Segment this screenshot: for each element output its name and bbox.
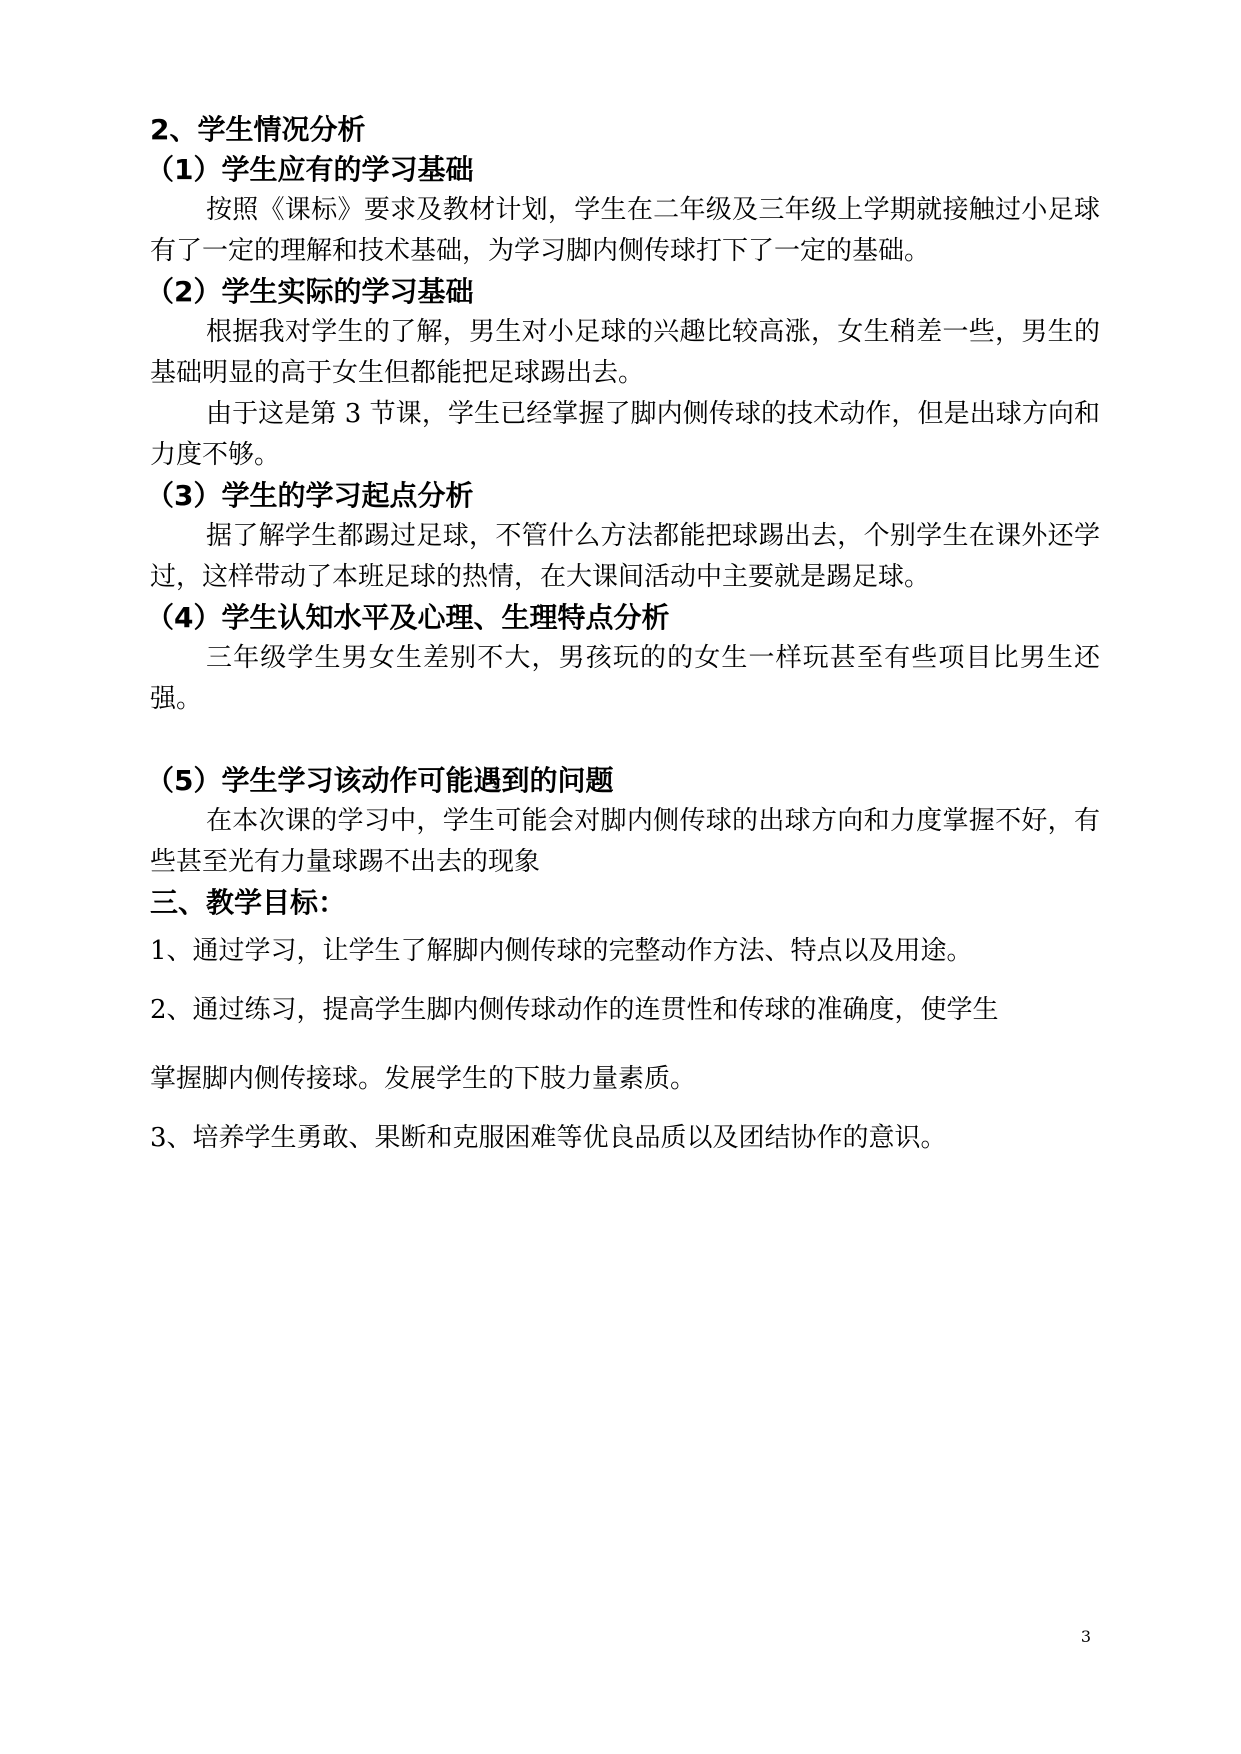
subsection-2-text-1: 根据我对学生的了解，男生对小足球的兴趣比较高涨，女生稍差一些，男生的基础明显的高于女生但都能把足球踢出去。 — [150, 317, 1100, 388]
subsection-3-heading: （3）学生的学习起点分析 — [146, 479, 474, 512]
section-2-title: 2、学生情况分析 — [150, 113, 366, 146]
goal-2-continued: 掌握脚内侧传接球。发展学生的下肢力量素质。 — [150, 1064, 697, 1094]
subsection-1-heading: （1）学生应有的学习基础 — [146, 153, 474, 186]
page-content — [146, 110, 1100, 1159]
subsection-1-text: 按照《课标》要求及教材计划，学生在二年级及三年级上学期就接触过小足球有了一定的理解和技术基础，为学习脚内侧传球打下了一定的基础。 — [150, 195, 1100, 266]
section-3-title: 三、教学目标： — [150, 886, 347, 919]
goal-1: 1、通过学习，让学生了解脚内侧传球的完整动作方法、特点以及用途。 — [150, 936, 973, 966]
blank-line — [150, 720, 1100, 761]
subsection-3-text: 据了解学生都踢过足球，不管什么方法都能把球踢出去，个别学生在课外还学过，这样带动了本班足球的热情，在大课间活动中主要就是踢足球。 — [150, 521, 1100, 592]
goal-3: 3、培养学生勇敢、果断和克服困难等优良品质以及团结协作的意识。 — [150, 1123, 947, 1153]
subsection-5-text: 在本次课的学习中，学生可能会对脚内侧传球的出球方向和力度掌握不好，有些甚至光有力量球踢不出去的现象 — [150, 806, 1100, 877]
page-number: 3 — [1080, 1627, 1091, 1646]
subsection-4-text: 三年级学生男女生差别不大，男孩玩的的女生一样玩甚至有些项目比男生还强。 — [150, 643, 1100, 714]
subsection-4-heading: （4）学生认知水平及心理、生理特点分析 — [146, 601, 670, 634]
goal-2: 2、通过练习，提高学生脚内侧传球动作的连贯性和传球的准确度，使学生 — [150, 995, 999, 1025]
subsection-5-heading: （5）学生学习该动作可能遇到的问题 — [146, 764, 614, 797]
subsection-2-text-2: 由于这是第 3 节课，学生已经掌握了脚内侧传球的技术动作，但是出球方向和力度不够。 — [150, 399, 1100, 470]
subsection-2-heading: （2）学生实际的学习基础 — [146, 275, 474, 308]
